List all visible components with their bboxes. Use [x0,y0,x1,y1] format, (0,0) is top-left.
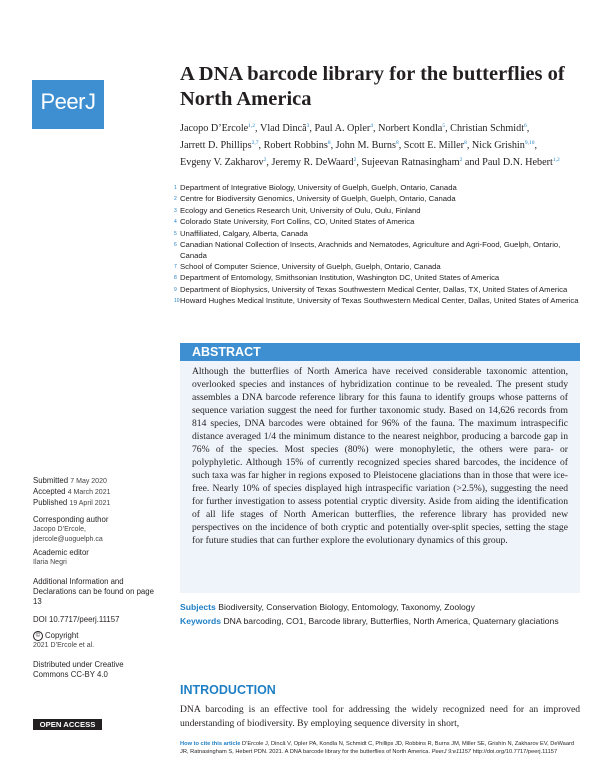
affiliation-text: Department of Entomology, Smithsonian Institution, Washington DC, United States of America [180,273,500,283]
affiliation-number: 6 [174,242,177,249]
affiliation-text: Department of Integrative Biology, University of Guelph, Guelph, Ontario, Canada [180,183,457,192]
subjects-line [180,601,580,613]
author-name[interactable]: Jarrett D. Phillips [180,140,252,151]
affiliation-list [174,183,580,308]
author-separator: and [462,157,483,168]
author-affiliation-number: 9,10 [524,140,535,146]
subjects-label: Subjects [180,602,216,612]
citation-url[interactable]: http://doi.org/10.7717/peerj.11157 [472,748,558,755]
affiliation-text: Ecology and Genetics Research Unit, University of Oulu, Oulu, Finland [180,205,421,215]
author-separator: , [526,123,530,134]
author-separator: , [266,157,272,168]
editor-label: Academic editor [33,548,89,557]
introduction-text: DNA barcoding is an effective tool for addressing the widely recognized need for an improved understanding of biodiversity. By employing sequence diversity in short, [180,704,580,729]
author-name[interactable]: Vlad Dincă [259,123,307,134]
article-title: A DNA barcode library for the butterflies of North America [180,63,565,110]
affiliation-number: 7 [174,264,177,270]
author-separator: , [373,123,379,134]
affiliation-item [174,194,580,204]
author-affiliation-number: 2 [353,157,357,163]
author-name[interactable]: John M. Burns [335,140,396,151]
published-date: 19 April 2021 [69,500,111,508]
affiliation-item [174,262,580,272]
author-separator: , [356,157,362,168]
copyright-block [33,631,165,651]
author-name[interactable]: Jacopo D’Ercole [180,123,249,134]
additional-info: Additional Information and Declarations can be found on page 13 [33,577,154,607]
keywords-value: DNA barcoding, CO1, Barcode library, Butterflies, North America, Quaternary glaciations [223,616,559,626]
abstract-heading-text: ABSTRACT [192,345,261,359]
author-affiliation-number: 6 [524,123,527,129]
subjects-value: Biodiversity, Conservation Biology, Entomology, Taxonomy, Zoology [218,602,475,612]
author-name[interactable]: Paul A. Opler [314,123,371,134]
author-name[interactable]: Scott E. Miller [403,140,465,151]
author-affiliation-number: 3 [306,123,310,129]
open-access-badge: OPEN ACCESS [33,719,102,730]
author-affiliation-number: 2 [459,157,463,163]
author-affiliation-number: 5 [442,123,446,129]
doi-line [33,615,165,625]
copyright-icon: © [33,631,43,641]
author-separator: , [255,123,260,134]
author-name[interactable]: Nick Grishin [471,140,525,151]
affiliation-item [174,285,580,295]
introduction-heading: INTRODUCTION [180,683,276,697]
peerj-logo [32,80,104,129]
author-affiliation-number: 2,7 [251,140,259,146]
author-name[interactable]: Norbert Kondla [378,123,443,134]
abstract-box [180,361,580,593]
editor-block [33,548,165,568]
submitted-date: 7 May 2020 [70,478,107,485]
author-affiliation-number: 4 [370,123,373,129]
license-text: Distributed under Creative Commons CC-BY 4.0 [33,660,124,680]
author-separator: , [309,123,315,134]
author-name[interactable]: Christian Schmidt [450,123,525,134]
accepted-date: 4 March 2021 [67,489,111,497]
author-separator: , [398,140,404,151]
citation-text: D’Ercole J, Dincă V, Opler PA, Kondla N, Schmidt C, Phillips JD, Robbins R, Burns JM, Miller SE, Grishin N, Zakharov EV, DeWaard JR, Ratnasingham S, Hebert PDN. 2021. A DNA barcode library for the butterflies of North America. [180,741,575,755]
affiliation-number: 1 [174,185,177,191]
corresponding-email[interactable]: jdercole@uoguelph.ca [33,536,103,544]
affiliation-number: 3 [174,207,177,214]
author-separator: , [330,140,336,151]
affiliation-text: Canadian National Collection of Insects, Arachnids and Nematodes, Agriculture and Agri-Food, Guelph, Ontario, Canada [180,240,561,260]
citation-label: How to cite this article [180,741,241,747]
published-row [33,498,165,509]
affiliation-number: 2 [174,196,177,203]
affiliation-item [174,217,580,227]
affiliation-item [174,240,580,260]
accepted-row [33,487,165,498]
author-affiliation-number: 2 [263,157,267,163]
copyright-label: Copyright [45,631,79,641]
affiliation-text: Unaffiliated, Calgary, Alberta, Canada [180,228,308,238]
author-separator: , [466,140,472,151]
affiliation-number: 5 [174,230,177,237]
abstract-heading [180,343,580,361]
affiliation-text: Centre for Biodiversity Genomics, University of Guelph, Guelph, Ontario, Canada [180,194,456,204]
corresponding-label: Corresponding author [33,515,109,524]
affiliation-item [174,229,580,239]
keywords-line [180,615,580,627]
affiliation-number: 4 [174,219,177,226]
affiliation-item [174,273,580,283]
affiliation-text: Howard Hughes Medical Institute, University of Texas Southwestern Medical Center, Dallas, United States of America [180,296,579,306]
affiliation-item [174,183,580,193]
author-affiliation-number: 8 [395,140,399,146]
editor-name: Ilaria Negri [33,559,67,567]
author-separator: , [445,123,451,134]
author-name[interactable]: Paul D.N. Hebert [482,157,553,168]
affiliation-text: Department of Biophysics, University of Texas Southwestern Medical Center, Dallas, TX, United States of America [180,284,568,294]
author-list [180,119,585,170]
published-label: Published [33,498,68,508]
dates-block [33,476,165,509]
author-affiliation-number: 8 [464,140,467,146]
keywords-label: Keywords [180,616,222,626]
affiliation-item [174,206,580,216]
affiliation-number: 8 [174,275,177,282]
author-separator: , [534,140,538,151]
affiliation-number: 9 [174,286,177,293]
affiliation-number: 10 [174,298,180,305]
author-affiliation-number: 1,2 [248,123,256,129]
author-name[interactable]: Evgeny V. Zakharov [180,157,264,168]
author-affiliation-number: 8 [327,140,331,146]
affiliation-item [174,296,580,306]
doi-label: DOI [33,615,47,624]
accepted-label: Accepted [33,487,66,497]
copyright-value: 2021 D’Ercole et al. [33,642,95,650]
author-name[interactable]: Robert Robbins [263,140,328,151]
submitted-row [33,476,165,487]
author-name[interactable]: Sujeevan Ratnasingham [361,157,460,168]
corresponding-name: Jacopo D’Ercole, [33,526,86,534]
affiliation-text: Colorado State University, Fort Collins, CO, United States of America [180,217,415,227]
submitted-label: Submitted [33,476,69,485]
affiliation-text: School of Computer Science, University of Guelph, Guelph, Ontario, Canada [180,262,441,271]
author-separator: , [258,140,264,151]
abstract-text: Although the butterflies of North America have received considerable taxonomic attention, overlooked species and instances of hybridization continue to be revealed. The present study assembles a DNA barcode reference library for this fauna to identify groups whose patterns of sequence variation suggest the need for further taxonomic study. Based on 14,626 records from 814 species, DNA barcodes were obtained for 96% of the fauna. The maximum intraspecific distance averaged 1/4 the minimum distance to the nearest neighbor, producing a barcode gap in 76% of the species. Most species (80%) were monophyletic, the others were para- or polyphyletic. Although 15% of currently recognized species shared barcodes, the incidence of such taxa was far higher in regions exposed to Pleistocene glaciations than in those that were ice-free. Nearly 10% of species displayed high intraspecific variation (>2.5%), suggesting the need for further investigation to assess potential cryptic diversity. Aside from aiding the identification of all life stages of North American butterflies, the reference library has provided new perspectives on the incidence of both cryptic and potentially over-split species, setting the stage for future studies that can further explore the evolutionary dynamics of this group. [192,366,568,546]
logo-text: PeerJ [40,89,96,114]
corresponding-block [33,515,165,545]
author-name[interactable]: Jeremy R. DeWaard [271,157,354,168]
author-affiliation-number: 1,2 [552,157,560,163]
citation-block [180,741,580,757]
doi-link[interactable]: 10.7717/peerj.11157 [49,615,120,624]
citation-journal: PeerJ 9:e11157 [431,748,471,755]
